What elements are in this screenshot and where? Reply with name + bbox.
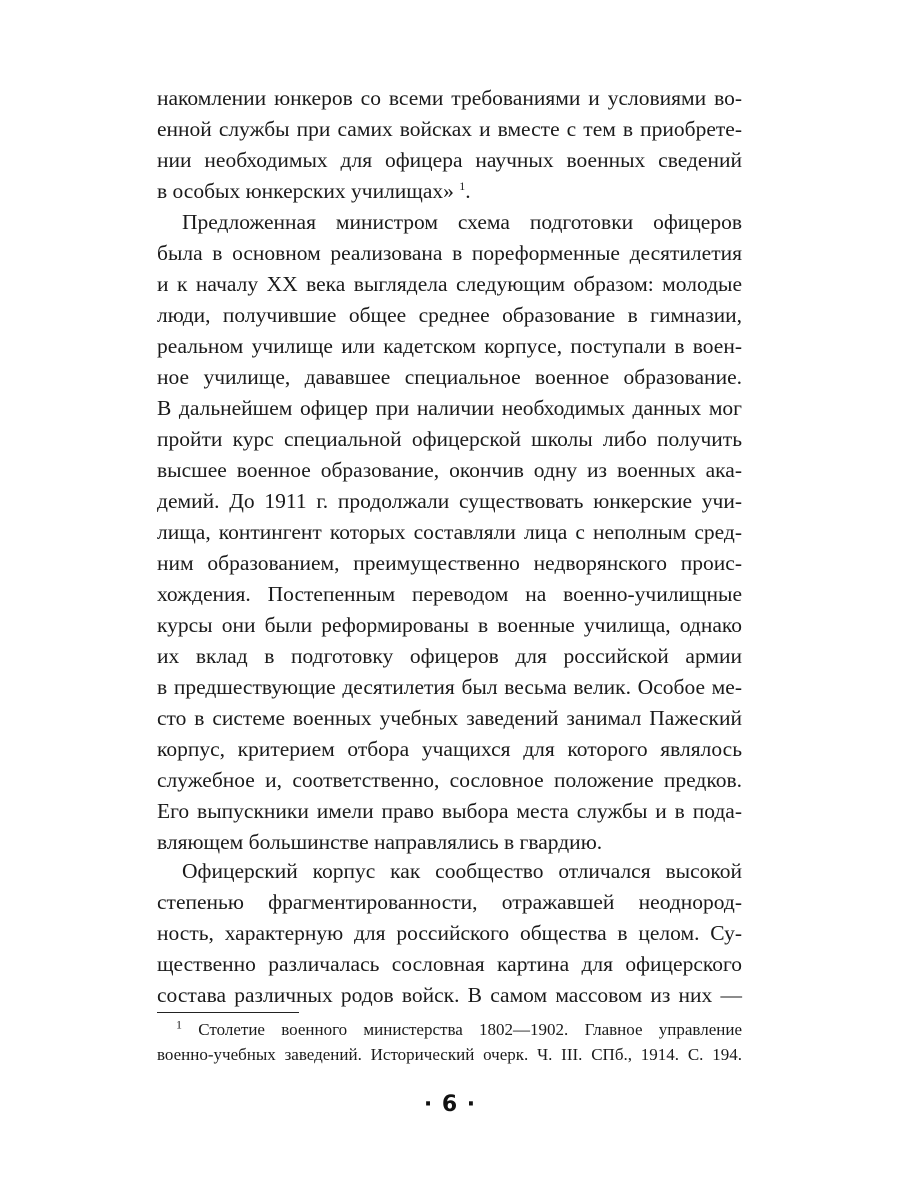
paragraph-2-line-4: люди, получившие общее среднее образование в гимназии, xyxy=(157,303,742,327)
paragraph-2-line-14: курсы они были реформированы в военные училища, однако xyxy=(157,613,742,637)
paragraph-2-line-19: служебное и, соответственно, сословное положение предков. xyxy=(157,768,742,792)
paragraph-2-line-2: была в основном реализована в пореформенные десятилетия xyxy=(157,241,742,265)
paragraph-2-line-6: ное училище, дававшее специальное военное образование. xyxy=(157,365,742,389)
footnote-reference[interactable]: 1 xyxy=(459,178,466,193)
paragraph-3-line-3: ность, характерную для российского общества в целом. Су- xyxy=(157,921,742,945)
page-number: · 6 · xyxy=(423,1092,477,1117)
paragraph-3-line-2: степенью фрагментированности, отражавшей неоднород- xyxy=(157,890,742,914)
footnote-line-1-text: Столетие военного министерства 1802—1902. Главное управление xyxy=(198,1020,743,1039)
paragraph-1-line-3: нии необходимых для офицера научных военных сведений xyxy=(157,148,742,172)
paragraph-2-line-10: демий. До 1911 г. продолжали существовать юнкерские учи- xyxy=(157,489,742,513)
paragraph-3-line-4: щественно различалась сословная картина для офицерского xyxy=(157,952,742,976)
paragraph-2-line-17: сто в системе военных учебных заведений занимал Пажеский xyxy=(157,706,742,730)
paragraph-1-line-4-text: в особых юнкерских училищах» xyxy=(157,179,460,203)
paragraph-2-line-8: пройти курс специальной офицерской школы либо получить xyxy=(157,427,742,451)
footnote-line-1 xyxy=(176,1018,742,1042)
paragraph-2-line-20: Его выпускники имели право выбора места службы и в пода- xyxy=(157,799,742,823)
paragraph-2-line-9: высшее военное образование, окончив одну из военных ака- xyxy=(157,458,742,482)
paragraph-1-line-1: накомлении юнкеров со всеми требованиями и условиями во- xyxy=(157,86,742,110)
paragraph-2-line-12: ним образованием, преимущественно недворянского проис- xyxy=(157,551,742,575)
paragraph-2-line-18: корпус, критерием отбора учащихся для которого являлось xyxy=(157,737,742,761)
paragraph-2-line-11: лища, контингент которых составляли лица с неполным сред- xyxy=(157,520,742,544)
paragraph-2-line-15: их вклад в подготовку офицеров для российской армии xyxy=(157,644,742,668)
footnote-line-2: военно-учебных заведений. Исторический очерк. Ч. III. СПб., 1914. С. 194. xyxy=(157,1045,742,1064)
paragraph-2-line-1: Предложенная министром схема подготовки офицеров xyxy=(182,210,742,234)
paragraph-3-line-1: Офицерский корпус как сообщество отличался высокой xyxy=(182,859,742,883)
paragraph-2-line-16: в предшествующие десятилетия был весьма велик. Особое ме- xyxy=(157,675,742,699)
paragraph-2-line-7: В дальнейшем офицер при наличии необходимых данных мог xyxy=(157,396,742,420)
paragraph-2-line-3: и к началу XX века выглядела следующим образом: молодые xyxy=(157,272,742,296)
paragraph-1-end-punct: . xyxy=(465,179,471,203)
footnote-rule xyxy=(157,1012,299,1013)
paragraph-1-line-2: енной службы при самих войсках и вместе с тем в приобрете- xyxy=(157,117,742,141)
paragraph-2-line-21: вляющем большинстве направлялись в гвардию. xyxy=(157,830,603,854)
paragraph-3-line-5: состава различных родов войск. В самом массовом из них — xyxy=(157,983,742,1007)
paragraph-1-line-4 xyxy=(157,176,742,206)
paragraph-2-line-5: реальном училище или кадетском корпусе, поступали в воен- xyxy=(157,334,742,358)
paragraph-2-line-13: хождения. Постепенным переводом на военно-училищные xyxy=(157,582,742,606)
footnote-marker: 1 xyxy=(176,1017,182,1032)
